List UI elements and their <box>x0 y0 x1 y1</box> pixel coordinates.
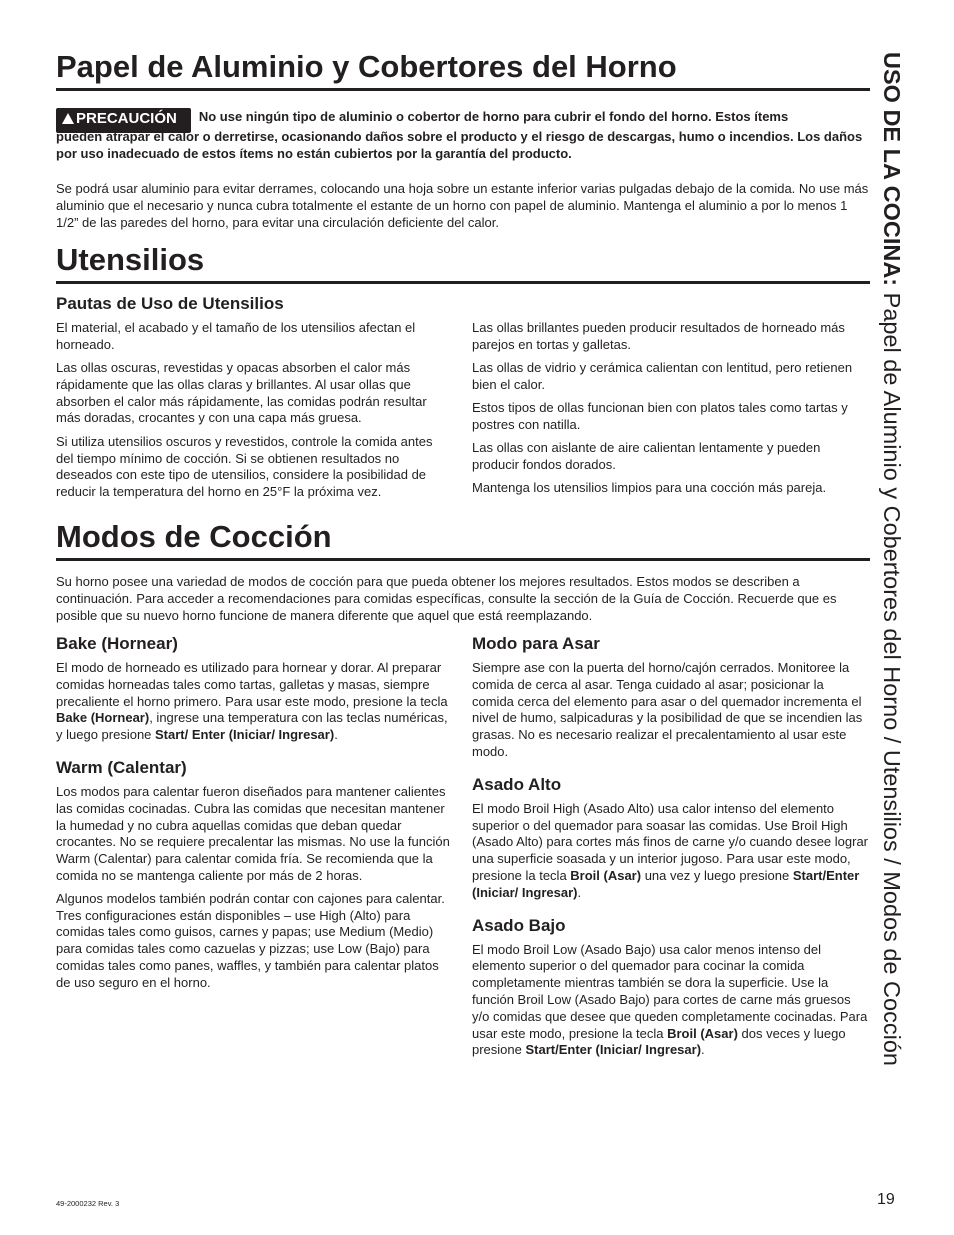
utensils-section-title: Utensilios <box>56 243 870 284</box>
utensils-left-column <box>56 294 452 507</box>
start-key-label: Start/Enter (Iniciar/ Ingresar) <box>525 1042 702 1058</box>
utensils-right-paragraph: Las ollas brillantes pueden producir resultados de horneado más parejos en tortas y galletas. <box>472 320 845 352</box>
modes-section-title: Modos de Cocción <box>56 520 870 561</box>
utensils-right-paragraph: Mantenga los utensilios limpios para una cocción más pareja. <box>472 480 827 496</box>
broil-low-title: Asado Bajo <box>472 915 566 935</box>
warm-para2: Algunos modelos también podrán contar con cajones para calentar. Tres configuraciones están disponibles – use High (Alto) para comidas tales como guisos, carnes y papas; use Medium (Medio) para comidas tales como cazuelas y pizzas; use Low (Bajo) para comidas tales como panes, waffles, y también para calentar platos de uso seguro en el horno. <box>56 890 445 990</box>
caution-block <box>56 108 870 163</box>
broil-low-text: El modo Broil Low (Asado Bajo) usa calor menos intenso del elemento superior o del quemador para cocinar la comida completamente mientras también se dora la superficie. Use la función Broil Low (Asado Bajo) para cortes de carne más gruesos y/o comidas que desee que queden completamente cocinadas. Para usar este modo, presione la tecla Broil (Asar) dos veces y luego presione Start/Enter (Iniciar/ Ingresar). <box>472 941 868 1058</box>
aluminum-body: Se podrá usar aluminio para evitar derrames, colocando una hoja sobre un estante inferior varias pulgadas debajo de la comida. No use más aluminio que el necesario y nunca cubra totalmente el estante de un horno con papel de aluminio. Mantenga el aluminio a por lo menos 1 1/2” de las paredes del horno, para evitar una circulación deficiente del calor. <box>56 181 869 230</box>
warm-title: Warm (Calentar) <box>56 757 187 777</box>
bake-key-label: Bake (Hornear) <box>56 710 150 726</box>
document-code: 49-2000232 Rev. 3 <box>56 1199 120 1208</box>
aluminum-section-title: Papel de Aluminio y Cobertores del Horno <box>56 50 870 91</box>
utensils-right-column <box>472 320 868 504</box>
side-tab-bold: USO DE LA COCINA: <box>879 52 905 287</box>
utensils-left-paragraph: Si utiliza utensilios oscuros y revestidos, controle la comida antes del tiempo mínimo de cocción. Si se obtienen resultados no deseados con este tipo de utensilios, considere la posibilidad de reducir la temperatura del horno en 25°F la próxima vez. <box>56 433 433 500</box>
caution-label: PRECAUCIÓN <box>76 110 177 127</box>
utensils-right-paragraph: Las ollas de vidrio y cerámica calientan con lentitud, pero retienen bien el calor. <box>472 360 853 392</box>
side-tab-text <box>878 52 906 1182</box>
page-number: 19 <box>877 1191 895 1208</box>
start-key-label: Start/Enter (Iniciar/ Ingresar) <box>472 867 860 900</box>
bake-title: Bake (Hornear) <box>56 634 178 653</box>
modes-intro: Su horno posee una variedad de modos de cocción para que pueda obtener los mejores resultados. Estos modos se describen a continuación. Para acceder a recomendaciones para comidas específicas, consulte la sección de la Guía de Cocción. Recuerde que es posible que su nuevo horno funcione de manera diferente que aquel que está reemplazando. <box>56 574 837 623</box>
warm-para1: Los modos para calentar fueron diseñados para mantener calientes las comidas cocinadas. Cubra las comidas que necesitan mantener la humedad y no cubra aquellas comidas que deban quedar crocantes. No se requiere precalentar las mismas. No use la función Warm (Calentar) para calentar comida fría. Se recomienda que la comida no se mantenga caliente por más de 2 horas. <box>56 783 450 883</box>
broil-high-title: Asado Alto <box>472 774 562 794</box>
modes-right-column <box>472 634 868 1066</box>
warning-triangle-icon <box>62 113 74 124</box>
start-key-label: Start/ Enter (Iniciar/ Ingresar) <box>155 727 335 743</box>
utensils-right-paragraph: Las ollas con aislante de aire calientan lentamente y pueden producir fondos dorados. <box>472 440 821 473</box>
bake-text: El modo de horneado es utilizado para hornear y dorar. Al preparar comidas horneadas tales como tartas, galletas y masas, siempre precaliente el horno primero. Para usar este modo, presione la tecla Bake (Hornear), ingrese una temperatura con las teclas numéricas, y luego presione Start/ Enter (Iniciar/ Ingresar). <box>56 660 448 743</box>
broil-text: Siempre ase con la puerta del horno/cajón cerrados. Monitoree la comida de cerca al asar. Tenga cuidado al asar; posicionar la comida cerca del elemento para asar o del quemador incrementa el nivel de humo, salpicaduras y la posibilidad de que se incendien las grasas. No es necesario realizar el precalentamiento al usar este modo. <box>472 660 863 759</box>
side-tab-rest: Papel de Aluminio y Cobertores del Horno / Utensilios / Modos de Cocción <box>879 286 905 1066</box>
caution-rest: pueden atrapar el calor o derretirse, ocasionando daños sobre el producto y el riesgo de descargas, humo o incendios. Los daños por uso inadecuado de estos ítems no están cubiertos por la garantía del producto. <box>56 129 863 161</box>
broil-title: Modo para Asar <box>472 634 600 653</box>
side-tab <box>876 52 916 1182</box>
broil-high-text: El modo Broil High (Asado Alto) usa calor intenso del elemento superior o del quemador para soasar las comidas. Use Broil High (Asado Alto) para cortes más finos de carne y/o cuando desee lograr una superficie soasada y un interior jugoso. Para usar este modo, presione la tecla Broil (Asar) una vez y luego presione Start/Enter (Iniciar/ Ingresar). <box>472 800 868 900</box>
utensils-left-paragraph: El material, el acabado y el tamaño de los utensilios afectan el horneado. <box>56 320 416 352</box>
broil-key-label: Broil (Asar) <box>570 867 642 883</box>
modes-left-column <box>56 634 452 998</box>
utensils-subtitle: Pautas de Uso de Utensilios <box>56 294 284 313</box>
utensils-left-paragraph: Las ollas oscuras, revestidas y opacas absorben el calor más rápidamente que las ollas claras y brillantes. Al usar ollas que absorben el calor más rápidamente, las comidas podrán resultar más doradas, crocantes y con una capa más gruesa. <box>56 360 427 426</box>
caution-line1: No use ningún tipo de aluminio o cobertor de horno para cubrir el fondo del horno. Estos ítems <box>198 109 789 124</box>
utensils-right-paragraph: Estos tipos de ollas funcionan bien con platos tales como tartas y postres con natilla. <box>472 400 848 432</box>
broil-key-label: Broil (Asar) <box>667 1025 738 1041</box>
